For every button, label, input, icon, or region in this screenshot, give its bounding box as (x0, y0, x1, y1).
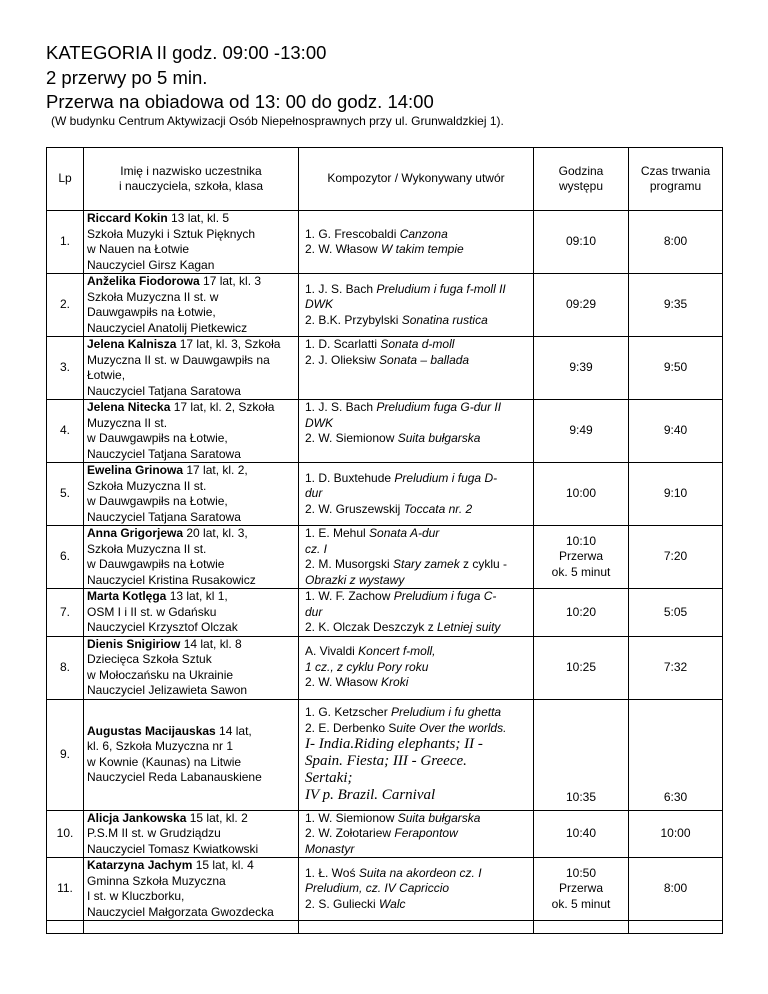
program-duration: 9:50 (629, 337, 723, 400)
participant-cell: Dienis Snigiriow 14 lat, kl. 8 Dziecięca Szkoła Sztuk w Mołoczańsku na Ukrainie Nauczyciel Jelizawieta Sawon (84, 636, 299, 699)
table-row (47, 337, 723, 400)
participant-cell: Jelena Kalnisza 17 lat, kl. 3, Szkoła Muzyczna II st. w Dauwgawpiłs na Łotwie, Nauczyciel Tatjana Saratowa (84, 337, 299, 400)
table-row (47, 810, 723, 858)
col-header-duration: Czas trwania programu (629, 148, 723, 211)
empty-cell (534, 921, 629, 934)
program-cell: A. Vivaldi Koncert f-moll, 1 cz., z cyklu Pory roku 2. W. Własow Kroki (299, 636, 534, 699)
performance-time: 10:25 (534, 636, 629, 699)
row-number: 5. (47, 463, 84, 526)
empty-cell (47, 921, 84, 934)
participant-cell: Katarzyna Jachym 15 lat, kl. 4 Gminna Szkoła Muzyczna I st. w Kluczborku, Nauczyciel Małgorzata Gwozdecka (84, 858, 299, 921)
program-cell: 1. G. Ketzscher Preludium i fu ghetta 2. E. Derbenko Suite Over the worlds. I- India.Riding elephants; II - Spain. Fiesta; III - Greece. Sertaki; IV p. Brazil. Carnival (299, 699, 534, 810)
row-number: 4. (47, 400, 84, 463)
row-number: 2. (47, 274, 84, 337)
performance-time: 10:20 (534, 589, 629, 637)
performance-time: 09:10 (534, 211, 629, 274)
table-row (47, 274, 723, 337)
participant-cell: Anna Grigorjewa 20 lat, kl. 3, Szkoła Muzyczna II st. w Dauwgawpiłs na Łotwie Nauczyciel Kristina Rusakowicz (84, 526, 299, 589)
row-number: 10. (47, 810, 84, 858)
program-cell: 1. Ł. Woś Suita na akordeon cz. I Preludium, cz. IV Capriccio 2. S. Guliecki Walc (299, 858, 534, 921)
header-line-2: 2 przerwy po 5 min. (46, 67, 208, 88)
program-cell: 1. D. Scarlatti Sonata d-moll 2. J. Olieksiw Sonata – ballada (299, 337, 534, 400)
program-duration: 10:00 (629, 810, 723, 858)
participant-cell: Augustas Macijauskas 14 lat, kl. 6, Szkoła Muzyczna nr 1 w Kownie (Kaunas) na Litwie Nauczyciel Reda Labanauskiene (84, 699, 299, 810)
table-row (47, 211, 723, 274)
participant-cell: Marta Kotlęga 13 lat, kl 1, OSM I i II st. w Gdańsku Nauczyciel Krzysztof Olczak (84, 589, 299, 637)
empty-cell (629, 921, 723, 934)
program-duration: 9:40 (629, 400, 723, 463)
row-number: 7. (47, 589, 84, 637)
program-duration: 5:05 (629, 589, 723, 637)
col-header-participant: Imię i nazwisko uczestnika i nauczyciela, szkoła, klasa (84, 148, 299, 211)
row-number: 11. (47, 858, 84, 921)
empty-cell (84, 921, 299, 934)
program-duration: 8:00 (629, 858, 723, 921)
header-location-note: (W budynku Centrum Aktywizacji Osób Niepełnosprawnych przy ul. Grunwaldzkiej 1). (51, 114, 504, 128)
performance-time: 10:00 (534, 463, 629, 526)
performance-time: 10:40 (534, 810, 629, 858)
header-line-1: KATEGORIA II godz. 09:00 -13:00 (46, 42, 327, 63)
program-cell: 1. W. F. Zachow Preludium i fuga C- dur 2. K. Olczak Deszczyk z Letniej suity (299, 589, 534, 637)
performance-time: 09:29 (534, 274, 629, 337)
table-row (47, 526, 723, 589)
table-row (47, 463, 723, 526)
row-number: 9. (47, 699, 84, 810)
table-row (47, 400, 723, 463)
program-duration: 9:35 (629, 274, 723, 337)
program-duration: 6:30 (629, 699, 723, 810)
schedule-table (46, 147, 723, 934)
empty-cell (299, 921, 534, 934)
performance-time: 10:50 Przerwa ok. 5 minut (534, 858, 629, 921)
row-number: 8. (47, 636, 84, 699)
program-cell: 1. W. Siemionow Suita bułgarska 2. W. Zołotariew Ferapontow Monastyr (299, 810, 534, 858)
row-number: 6. (47, 526, 84, 589)
table-header-row (47, 148, 723, 211)
col-header-time: Godzina występu (534, 148, 629, 211)
participant-cell: Anželika Fiodorowa 17 lat, kl. 3 Szkoła Muzyczna II st. w Dauwgawpiłs na Łotwie, Nauczyciel Anatolij Pietkewicz (84, 274, 299, 337)
table-row (47, 699, 723, 810)
col-header-composer: Kompozytor / Wykonywany utwór (299, 148, 534, 211)
program-cell: 1. E. Mehul Sonata A-dur cz. I 2. M. Musorgski Stary zamek z cyklu - Obrazki z wystawy (299, 526, 534, 589)
col-header-lp: Lp (47, 148, 84, 211)
program-cell: 1. J. S. Bach Preludium fuga G-dur II DWK 2. W. Siemionow Suita bułgarska (299, 400, 534, 463)
program-duration: 8:00 (629, 211, 723, 274)
performance-time: 9:39 (534, 337, 629, 400)
participant-cell: Jelena Nitecka 17 lat, kl. 2, Szkoła Muzyczna II st. w Dauwgawpiłs na Łotwie, Nauczyciel Tatjana Saratowa (84, 400, 299, 463)
performance-time: 10:10 Przerwa ok. 5 minut (534, 526, 629, 589)
program-cell: 1. G. Frescobaldi Canzona 2. W. Własow W takim tempie (299, 211, 534, 274)
program-duration: 9:10 (629, 463, 723, 526)
program-duration: 7:20 (629, 526, 723, 589)
program-duration: 7:32 (629, 636, 723, 699)
participant-cell: Ewelina Grinowa 17 lat, kl. 2, Szkoła Muzyczna II st. w Dauwgawpiłs na Łotwie, Nauczyciel Tatjana Saratowa (84, 463, 299, 526)
header-line-3: Przerwa na obiadowa od 13: 00 do godz. 14:00 (46, 91, 434, 112)
program-cell: 1. D. Buxtehude Preludium i fuga D- dur 2. W. Gruszewskij Toccata nr. 2 (299, 463, 534, 526)
participant-cell: Alicja Jankowska 15 lat, kl. 2 P.S.M II st. w Grudziądzu Nauczyciel Tomasz Kwiatkowski (84, 810, 299, 858)
empty-row (47, 921, 723, 934)
performance-time: 10:35 (534, 699, 629, 810)
row-number: 1. (47, 211, 84, 274)
participant-cell: Riccard Kokin 13 lat, kl. 5 Szkoła Muzyki i Sztuk Pięknych w Nauen na Łotwie Nauczyciel Girsz Kagan (84, 211, 299, 274)
row-number: 3. (47, 337, 84, 400)
table-row (47, 858, 723, 921)
table-row (47, 636, 723, 699)
performance-time: 9:49 (534, 400, 629, 463)
table-row (47, 589, 723, 637)
program-cell: 1. J. S. Bach Preludium i fuga f-moll II DWK 2. B.K. Przybylski Sonatina rustica (299, 274, 534, 337)
